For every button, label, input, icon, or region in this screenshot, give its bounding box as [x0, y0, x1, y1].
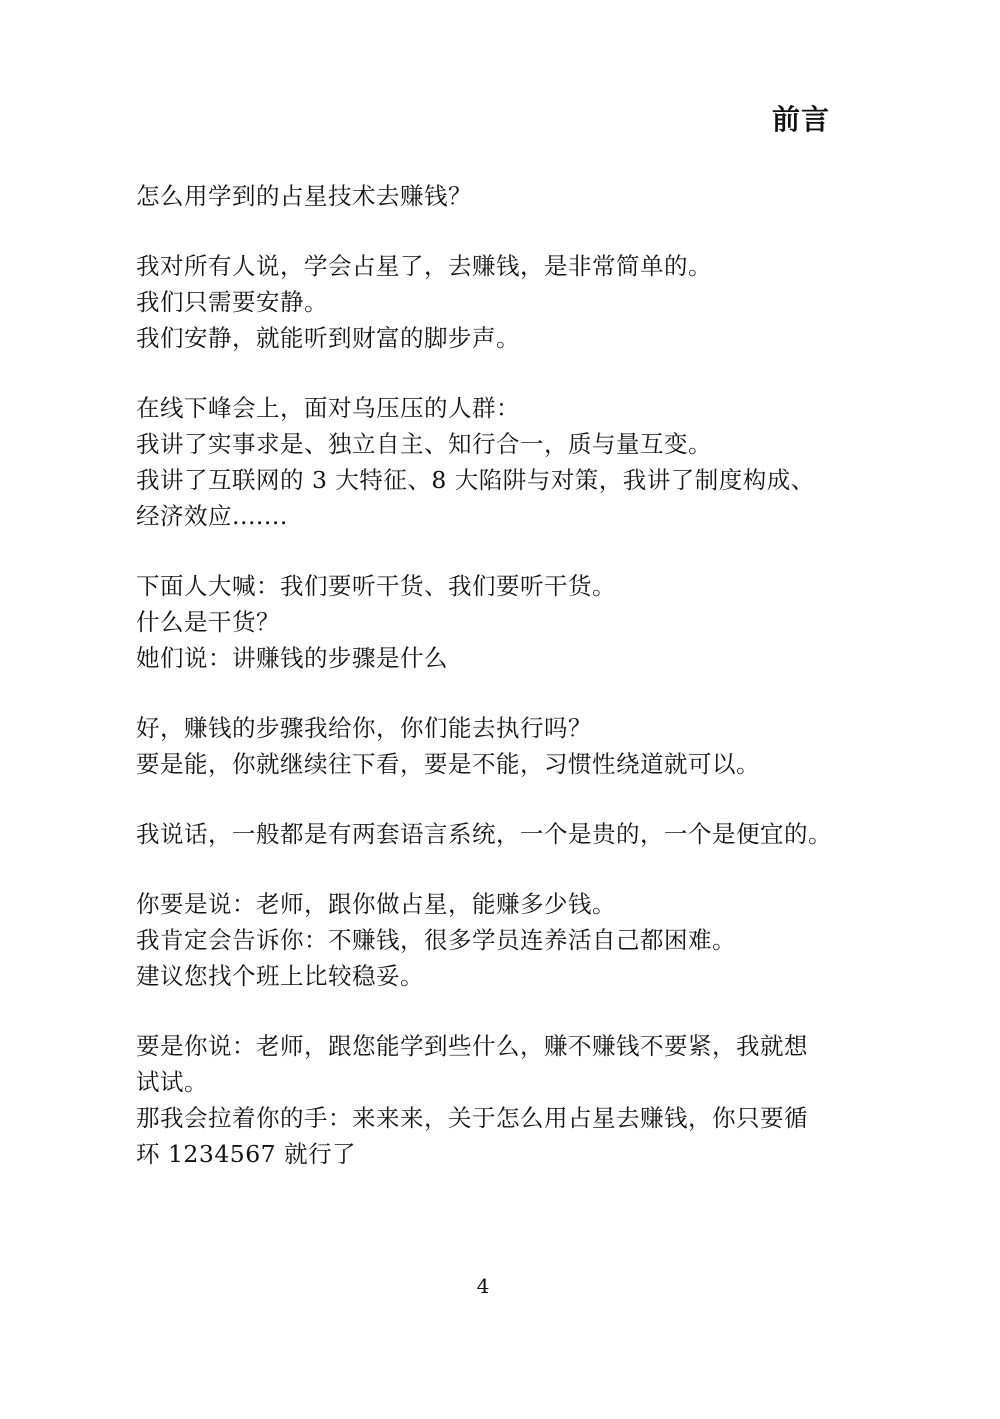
text-line: 环 1234567 就行了: [136, 1140, 357, 1168]
text-line: 经济效应.......: [136, 502, 288, 530]
text-line: 我肯定会告诉你：不赚钱，很多学员连养活自己都困难。: [136, 926, 736, 954]
paragraph: [136, 568, 836, 676]
body-text: [136, 178, 836, 1206]
text-line: 要是能，你就继续往下看，要是不能，习惯性绕道就可以。: [136, 750, 760, 778]
paragraph: [136, 390, 836, 534]
page-title: 前言: [771, 103, 830, 136]
text-line: 她们说：讲赚钱的步骤是什么: [136, 644, 448, 672]
text-line: 在线下峰会上，面对乌压压的人群：: [136, 394, 520, 422]
text-line: 建议您找个班上比较稳妥。: [136, 962, 424, 990]
text-line: 好，赚钱的步骤我给你，你们能去执行吗？: [136, 714, 592, 742]
paragraph: [136, 178, 836, 214]
paragraph: [136, 886, 836, 994]
text-line: 我说话，一般都是有两套语言系统，一个是贵的，一个是便宜的。: [136, 820, 832, 848]
text-line: 我讲了实事求是、独立自主、知行合一，质与量互变。: [136, 430, 712, 458]
text-line: 那我会拉着你的手：来来来，关于怎么用占星去赚钱，你只要循: [136, 1104, 808, 1132]
paragraph: [136, 248, 836, 356]
text-line: 要是你说：老师，跟您能学到些什么，赚不赚钱不要紧，我就想: [136, 1032, 808, 1060]
text-line: 我对所有人说，学会占星了，去赚钱，是非常简单的。: [136, 252, 712, 280]
text-line: 怎么用学到的占星技术去赚钱？: [136, 182, 472, 210]
text-line: 我讲了互联网的 3 大特征、8 大陷阱与对策，我讲了制度构成、: [136, 466, 815, 494]
text-line: 什么是干货？: [136, 608, 280, 636]
text-line: 试试。: [136, 1068, 208, 1096]
paragraph: [136, 1028, 836, 1172]
paragraph: [136, 710, 836, 782]
text-line: 你要是说：老师，跟你做占星，能赚多少钱。: [136, 890, 616, 918]
text-line: 下面人大喊：我们要听干货、我们要听干货。: [136, 572, 616, 600]
text-line: 我们只需要安静。: [136, 288, 328, 316]
paragraph: [136, 816, 836, 852]
page-number: 4: [476, 1274, 490, 1298]
text-line: 我们安静，就能听到财富的脚步声。: [136, 324, 520, 352]
